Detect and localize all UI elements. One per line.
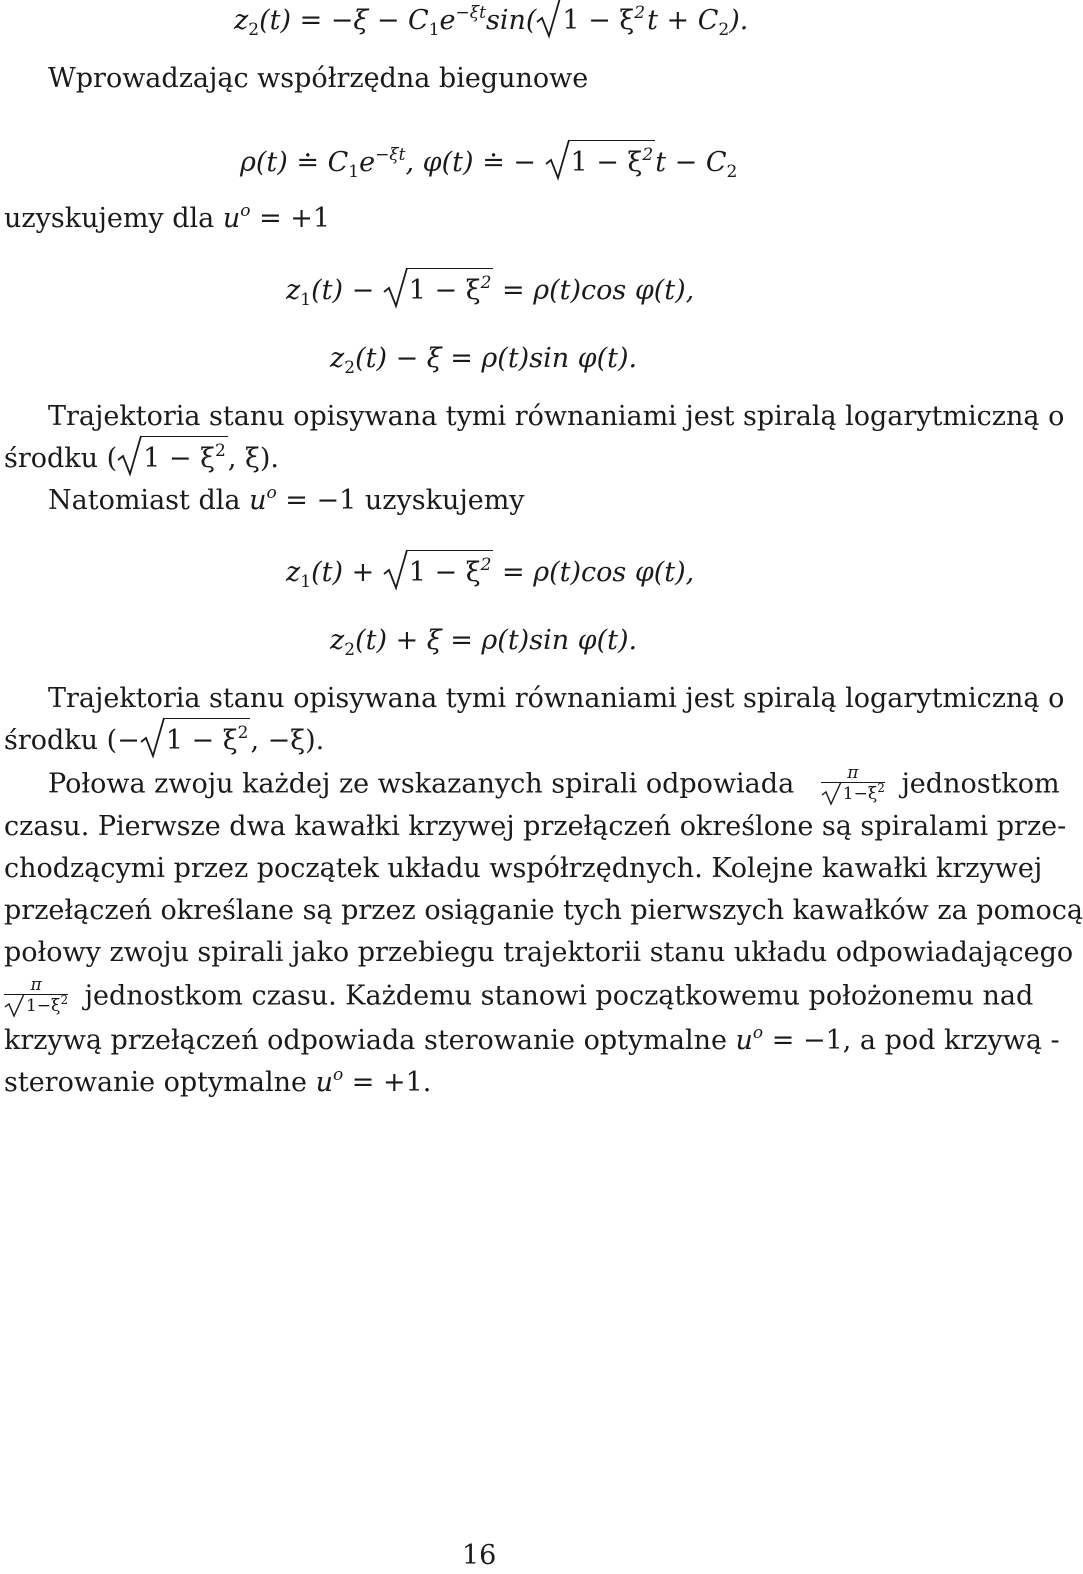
paragraph-intro: Wprowadzając współrzędna biegunowe <box>48 63 589 94</box>
fraction-pi-over-sqrt: $\frac{\pi}{1-\xi^2}$ <box>821 764 885 806</box>
paragraph-trajectory-2a: Trajektoria stanu opisywana tymi równaniami jest spiralą logarytmiczną o <box>48 683 1065 714</box>
paragraph-plus-one: uzyskujemy dla $u^o = +1$ <box>4 201 331 234</box>
sqrt-symbol: $1 - \xi^2$ <box>536 4 647 41</box>
fraction-pi-over-sqrt: $\frac{\pi}{1-\xi^2}$ <box>4 976 68 1018</box>
equation-a1: $z_1(t)$ − $1 - \xi^2 = \rho(t)\cos$ φ(t), <box>286 274 694 311</box>
paragraph-line-4: połowy zwoju spirali jako przebiegu trajektorii stanu układu odpowiadającego <box>4 937 1074 968</box>
paragraph-half-turn: Połowa zwoju każdej ze wskazanych spirali odpowiada $\frac{\pi}{1-\xi^2}$ jednostkom <box>48 763 1060 804</box>
equation-polar: ρ(t) ≐ $C_1e^{-\xi t}$, φ(t) ≐ − $1 - \xi^2t - C_2$ <box>240 146 737 183</box>
paragraph-line-5: $\frac{\pi}{1-\xi^2}$ jednostkom czasu. Każdemu stanowi początkowemu położonemu nad <box>4 976 954 1018</box>
sqrt-symbol: $1 - \xi^2$ <box>117 442 228 479</box>
equation-a2: $z_2(t) - \xi = \rho(t)\sin$ φ(t). <box>330 343 638 378</box>
paragraph-line-7: sterowanie optymalne $u^o = +1$. <box>4 1065 432 1098</box>
paragraph-line-2: chodzącymi przez początek układu współrzędnych. Kolejne kawałki krzywej <box>4 853 1043 884</box>
sqrt-symbol: $1 - \xi^2$ <box>545 146 656 183</box>
paragraph-trajectory-2b: środku (− $1 - \xi^2$, −ξ). <box>4 724 324 761</box>
sqrt-symbol: $1 - \xi^2$ <box>383 274 494 311</box>
sqrt-symbol: $1 - \xi^2$ <box>383 556 494 593</box>
sqrt-symbol: $1 - \xi^2$ <box>140 724 251 761</box>
paragraph-line-3: przełączeń określane są przez osiąganie tych pierwszych kawałków za pomocą <box>4 895 1083 926</box>
paragraph-trajectory-1a: Trajektoria stanu opisywana tymi równaniami jest spiralą logarytmiczną o <box>48 401 1065 432</box>
paragraph-line-6: krzywą przełączeń odpowiada sterowanie optymalne $u^o = -1$, a pod krzywą - <box>4 1023 1060 1056</box>
page-number: 16 <box>462 1540 497 1571</box>
paragraph-line-1: czasu. Pierwsze dwa kawałki krzywej przełączeń określone są spiralami prze- <box>4 811 1067 842</box>
equation-b1: $z_1(t)$ + $1 - \xi^2 = \rho(t)\cos$ φ(t), <box>286 556 694 593</box>
equation-b2: $z_2(t) + \xi = \rho(t)\sin$ φ(t). <box>330 625 638 660</box>
equation-z2-top: $z_2(t) = -\xi - C_1e^{-\xi t}\sin$( $1 - \xi^2t + C_2$). <box>234 4 748 41</box>
paragraph-trajectory-1b: środku ( $1 - \xi^2$, ξ). <box>4 442 279 479</box>
paragraph-minus-one: Natomiast dla $u^o = -1$ uzyskujemy <box>48 483 525 516</box>
